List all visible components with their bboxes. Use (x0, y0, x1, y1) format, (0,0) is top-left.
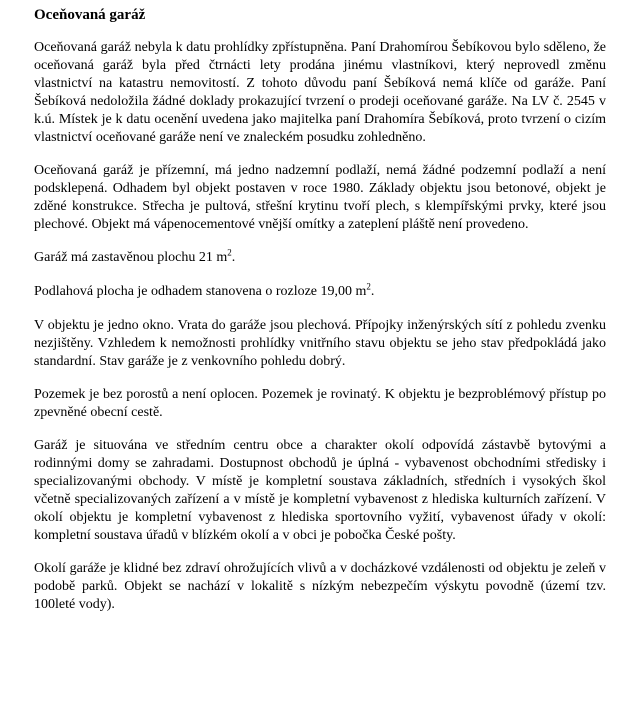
paragraph-surroundings: Okolí garáže je klidné bez zdraví ohrožujících vlivů a v docházkové vzdálenosti od objektu je zeleň v podobě parků. Objekt se nachází v lokalitě s nízkým nebezpečím výskytu povodně (území tzv. 100leté vody). (34, 561, 606, 612)
floor-area-text: Podlahová plocha je odhadem stanovena o rozloze 19,00 m (34, 284, 367, 299)
section-heading: Oceňovaná garáž (34, 7, 146, 23)
built-area-unit-exponent: 2 (227, 247, 232, 258)
paragraph-condition: V objektu je jedno okno. Vrata do garáže jsou plechová. Přípojky inženýrských sítí z pohledu zvenku nezjištěny. Vzhledem k nemožnosti prohlídky vnitřního stavu objektu se jeho stav předpokládá jako standardní. Stav garáže je z venkovního pohledu dobrý. (34, 318, 606, 369)
paragraph-location: Garáž je situována ve středním centru obce a charakter okolí odpovídá zástavbě bytovými a rodinnými domy se zahradami. Dostupnost obchodů je úplná - vybavenost obchodními středisky i specializovanými obchody. V místě je kompletní soustava základních, středních i vysokých škol včetně specializovaných zařízení a v místě je kompletní vybavenost z hlediska kulturních zařízení. V okolí objektu je kompletní vybavenost z hlediska sportovního vyžití, vybavenost úřady v okolí: kompletní soustava úřadů v blízkém okolí a v obci je pobočka České pošty. (34, 438, 606, 543)
paragraph-floor-area (34, 283, 606, 301)
built-area-end: . (231, 250, 236, 265)
built-area-text: Garáž má zastavěnou plochu 21 m (34, 250, 228, 265)
paragraph-built-area (34, 249, 606, 267)
floor-area-unit-exponent: 2 (366, 281, 371, 292)
document-page (34, 6, 606, 629)
paragraph-land: Pozemek je bez porostů a není oplocen. Pozemek je rovinatý. K objektu je bezproblémový přístup po zpevněné obecní cestě. (34, 387, 606, 420)
floor-area-end: . (370, 284, 375, 299)
paragraph-construction: Oceňovaná garáž je přízemní, má jedno nadzemní podlaží, nemá žádné podzemní podlaží a není podsklepená. Odhadem byl objekt postaven v roce 1980. Základy objektu jsou betonové, objekt je zděné konstrukce. Střecha je pultová, střešní krytinu tvoří plech, s klempířskými prvky, které jsou plechové. Objekt má vápenocementové vnější omítky a zateplení pláště není provedeno. (34, 163, 606, 232)
paragraph-ownership: Oceňovaná garáž nebyla k datu prohlídky zpřístupněna. Paní Drahomírou Šebíkovou bylo sděleno, že oceňovaná garáž byla před čtrnácti lety prodána jinému vlastníkovi, který neprovedl změnu vlastnictví na katastru nemovitostí. Z tohoto důvodu paní Šebíková nemá klíče od garáže. Paní Šebíková nedoložila žádné doklady prokazující tvrzení o prodeji oceňované garáže. Na LV č. 2545 v k.ú. Místek je k datu ocenění uvedena jako majitelka paní Drahomíra Šebíková, proto tvrzení o cizím vlastnictví oceňované garáže není ve znaleckém posudku zohledněno. (34, 40, 606, 145)
